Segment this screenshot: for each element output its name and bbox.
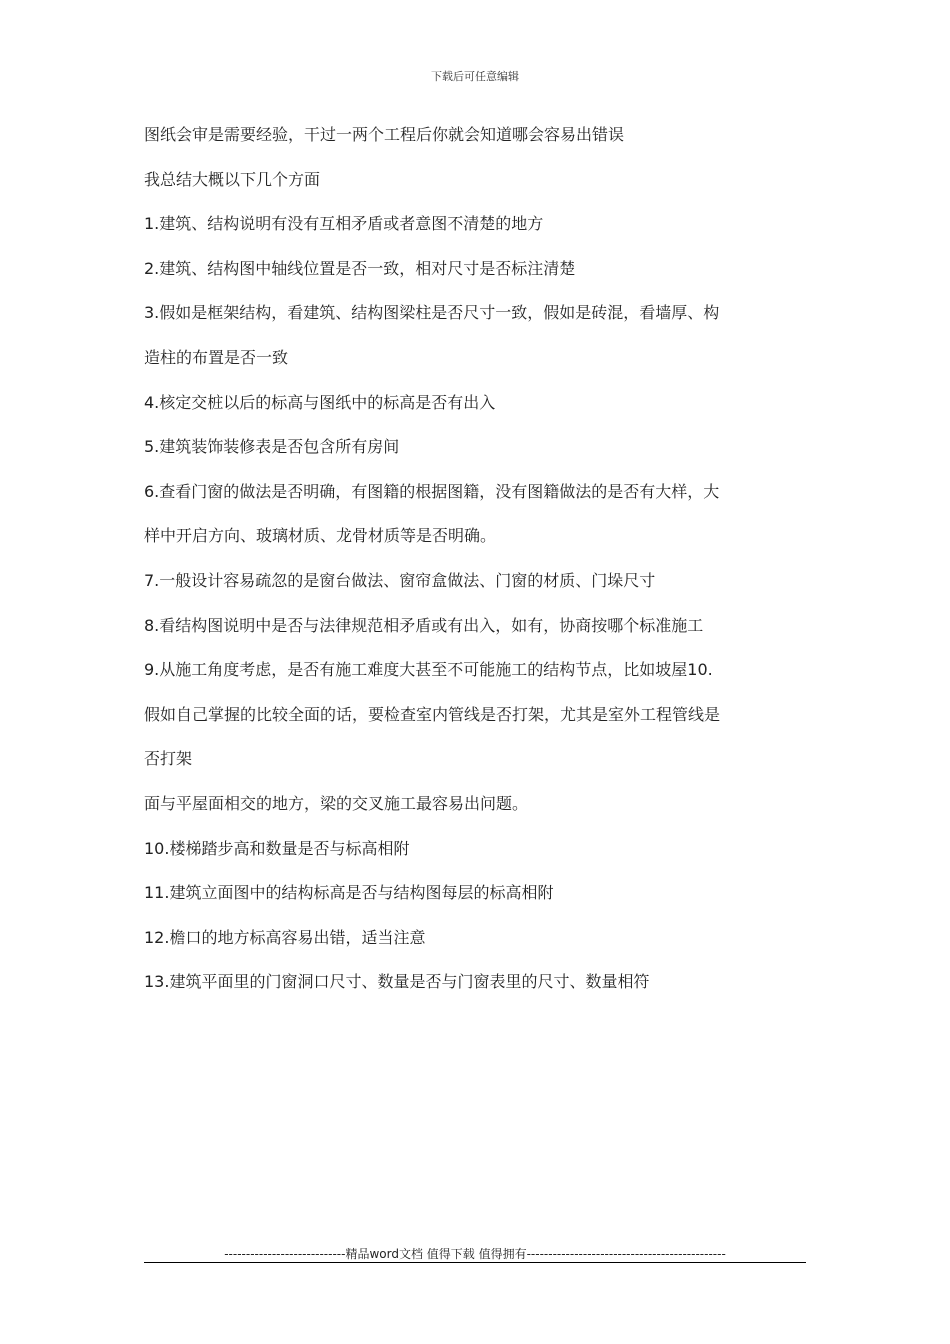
list-item-continuation: 造柱的布置是否一致 xyxy=(144,347,289,367)
list-item-continuation: 假如自己掌握的比较全面的话，要检查室内管线是否打架，尤其是室外工程管线是 xyxy=(144,704,721,724)
footer-text: ----------------------------精品word文档 值得下载 值得拥有---------------------------------------------- xyxy=(224,1247,726,1261)
list-item: 13.建筑平面里的门窗洞口尺寸、数量是否与门窗表里的尺寸、数量相符 xyxy=(144,972,650,992)
list-item: 5.建筑装饰装修表是否包含所有房间 xyxy=(144,437,400,457)
footer-divider xyxy=(144,1262,806,1263)
list-item: 4.核定交桩以后的标高与图纸中的标高是否有出入 xyxy=(144,392,496,412)
list-item: 11.建筑立面图中的结构标高是否与结构图每层的标高相附 xyxy=(144,883,554,903)
paragraph-line: 我总结大概以下几个方面 xyxy=(144,169,321,189)
list-item-continuation: 否打架 xyxy=(144,749,193,769)
document-body xyxy=(144,124,808,1016)
list-item-continuation: 样中开启方向、玻璃材质、龙骨材质等是否明确。 xyxy=(144,526,497,546)
list-item: 6.查看门窗的做法是否明确，有图籍的根据图籍，没有图籍做法的是否有大样，大 xyxy=(144,481,720,501)
list-item: 3.假如是框架结构，看建筑、结构图梁柱是否尺寸一致，假如是砖混，看墙厚、构 xyxy=(144,303,720,323)
header-note: 下载后可任意编辑 xyxy=(431,70,519,83)
paragraph-line: 图纸会审是需要经验，干过一两个工程后你就会知道哪会容易出错误 xyxy=(144,125,625,144)
list-item: 9.从施工角度考虑，是否有施工难度大甚至不可能施工的结构节点，比如坡屋10. xyxy=(144,660,713,680)
list-item: 7.一般设计容易疏忽的是窗台做法、窗帘盒做法、门窗的材质、门垛尺寸 xyxy=(144,570,656,590)
list-item: 8.看结构图说明中是否与法律规范相矛盾或有出入，如有，协商按哪个标准施工 xyxy=(144,615,704,635)
list-item: 10.楼梯踏步高和数量是否与标高相附 xyxy=(144,838,410,858)
list-item: 2.建筑、结构图中轴线位置是否一致，相对尺寸是否标注清楚 xyxy=(144,258,576,278)
list-item: 12.檐口的地方标高容易出错，适当注意 xyxy=(144,927,426,947)
list-item-continuation: 面与平屋面相交的地方，梁的交叉施工最容易出问题。 xyxy=(144,793,529,813)
list-item: 1.建筑、结构说明有没有互相矛盾或者意图不清楚的地方 xyxy=(144,214,544,234)
